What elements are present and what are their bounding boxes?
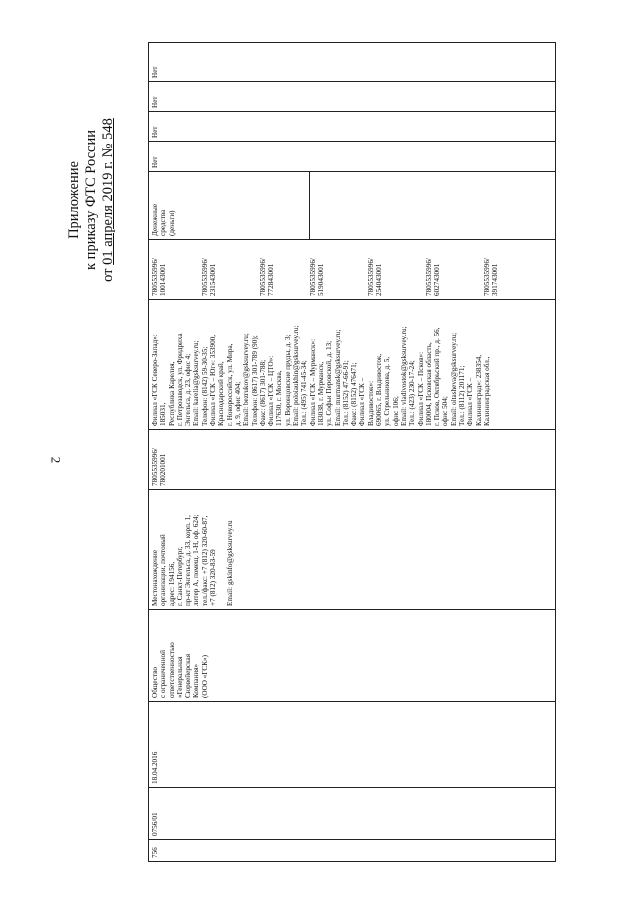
- col-flag-1: [149, 141, 555, 171]
- header-order-number: 548: [100, 118, 116, 140]
- col-flag-3: [149, 81, 555, 111]
- flag-1: Нет: [151, 156, 159, 168]
- col-branch-inn: [149, 239, 555, 299]
- branches-list: Филиал «ГСК Северо-Запад»: 185031, Республика Карелия, г. Петрозаводск, ул. Фридриха Энгельса, д. 23, офис 4; Email: karelia@gsksurvey.ru; Телефон: (8142) 59-30-35; Филиал «ГСК – Юг»: 353900, Краснодарский край, г. Новороссийск, ул. Мира, д. 9, офис 404; Email: bezrukov@gsksurvey.ru; Телефон: (8617) 301-789 (90); Факс: (8617) 301-788; Филиал «ГСК – ЦТО»: 117630, г. Москва, ул. Воронцовские пруды, д. 3; Email: poloiaukhin@gsksurvey.ru; Тел.: (495) 741-45-34; Филиал «ГСК – Мурманск»: 183038, г. Мурманск, ул. Софьи Перовской, д. 13; Email: murmansk@gsksurvey.ru; Тел.: (8152) 47-66-91; Факс: (8152) 476471; Филиал «ГСК – Владивосток»: 690065, г. Владивосток, ул. Стрельникова, д. 5, офис 106; Email: vladivostok@gsksurvey.ru; Тел.: (423) 230-17-24; Филиал «ГСК – Псков»: 180004, Псковская область, г. Псков, Октябрьский пр., д. 56, офис 504; Email: oltasheva@gsksurvey.ru; Тел.: (8112) 201171; Филиал «ГСК – Калининград»: 238354, Калининградская обл.,: [151, 325, 491, 426]
- header-date-prefix: от: [100, 264, 116, 282]
- col-security: [149, 171, 555, 239]
- header-line-1: Приложение: [66, 161, 82, 239]
- col-address: [149, 489, 555, 609]
- header-line-2: к приказу ФТС России: [83, 130, 99, 270]
- col-org-name: [149, 609, 555, 701]
- order-header: [66, 100, 136, 300]
- row-divider: [309, 172, 310, 239]
- flag-3: Нет: [151, 96, 159, 108]
- col-flag-4: [149, 41, 555, 81]
- security-type: Денежные средства (деньги): [151, 203, 176, 236]
- col-branches: [149, 299, 555, 429]
- page-number: 2: [48, 456, 64, 464]
- inn-kpp: 7805535996/ 780201001: [151, 448, 168, 486]
- organization-address: Местонахождение организации, почтовый адрес: 194156, г. Санкт-Петербург, пр-кт Энгельса, д. 33, корп. 1, литер А, помещ. 1-Н, оф. 624; тел./факс: +7 (812) 320-60-87, +7 (812) 320-83-59 Email: gskinfo@gsksurvey.ru: [151, 514, 234, 606]
- flag-4: Нет: [151, 66, 159, 78]
- organization-name: Общество с ограниченной ответственностью «Генеральная Сюрвейерская Компания» (ООО «ГСК»): [151, 642, 209, 698]
- inclusion-date: 18.04.2016: [151, 751, 159, 784]
- header-line-3: [100, 100, 117, 300]
- header-date-rest: апреля 2019 г. №: [100, 139, 116, 251]
- col-code: [149, 787, 555, 839]
- header-date-day: 01: [100, 250, 116, 265]
- flag-2: Нет: [151, 126, 159, 138]
- col-flag-2: [149, 111, 555, 141]
- branch-inn-kpp: 7805535996/ 100143001 7805535996/ 231543001 7805535996/ 772843001 7805535996/ 519043001 7805535996/ 254043001 7805535996/ 602743001 7805535996/ 391743001: [151, 258, 500, 296]
- col-inn-kpp: [149, 429, 555, 489]
- col-date: [149, 701, 555, 787]
- row-number: 756: [151, 847, 159, 858]
- col-number: [149, 839, 555, 861]
- registry-code: 0756/01: [151, 812, 159, 836]
- registry-table: [148, 42, 556, 862]
